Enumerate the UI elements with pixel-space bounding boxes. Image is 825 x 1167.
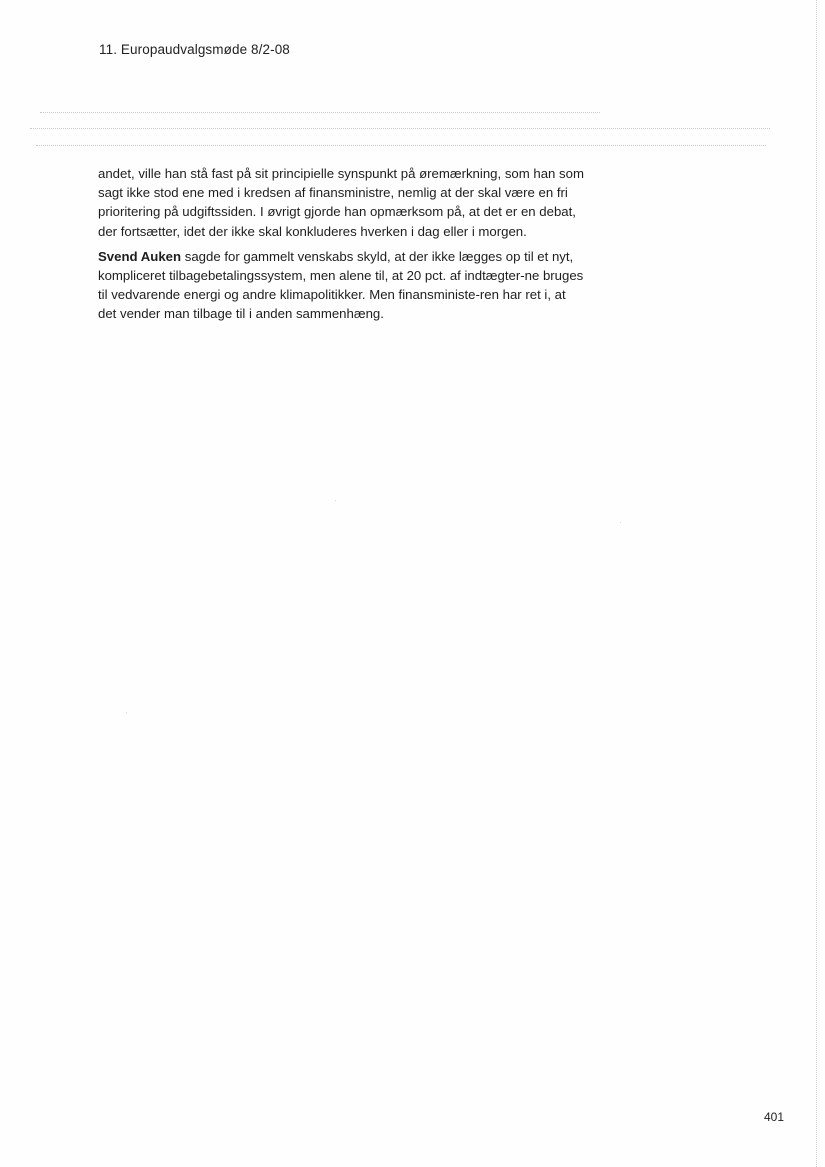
paragraph: andet, ville han stå fast på sit principielle synspunkt på øremærkning, som han som sagt ikke stod ene med i kredsen af finansministre, nemlig at der skal være en fri prioritering på udgiftssiden. I øvrigt gjorde han opmærksom på, at det er en debat, der fortsætter, idet der ikke skal konkluderes hverken i dag eller i morgen. (98, 166, 584, 239)
redacted-line (36, 145, 766, 147)
redacted-line (40, 112, 600, 114)
paragraph (98, 247, 586, 324)
scan-speck (620, 522, 621, 523)
speaker-name: Svend Auken (98, 248, 182, 264)
scan-edge (816, 0, 818, 1167)
page-header: 11. Europaudvalgsmøde 8/2-08 (99, 42, 290, 57)
paragraph-text: sagde for gammelt venskabs skyld, at der ikke lægges op til et nyt, kompliceret tilbagebetalingssystem, men alene til, at 20 pct. af indtægter-ne bruges til vedvarende energi og andre klimapolitikker. Men finansministe-ren har ret i, at det vender man tilbage til i anden sammenhæng. (98, 248, 584, 322)
redacted-line (30, 128, 770, 130)
scan-speck (335, 500, 336, 501)
scan-speck (126, 712, 127, 713)
body-text (98, 164, 586, 330)
page-number: 401 (764, 1110, 785, 1124)
